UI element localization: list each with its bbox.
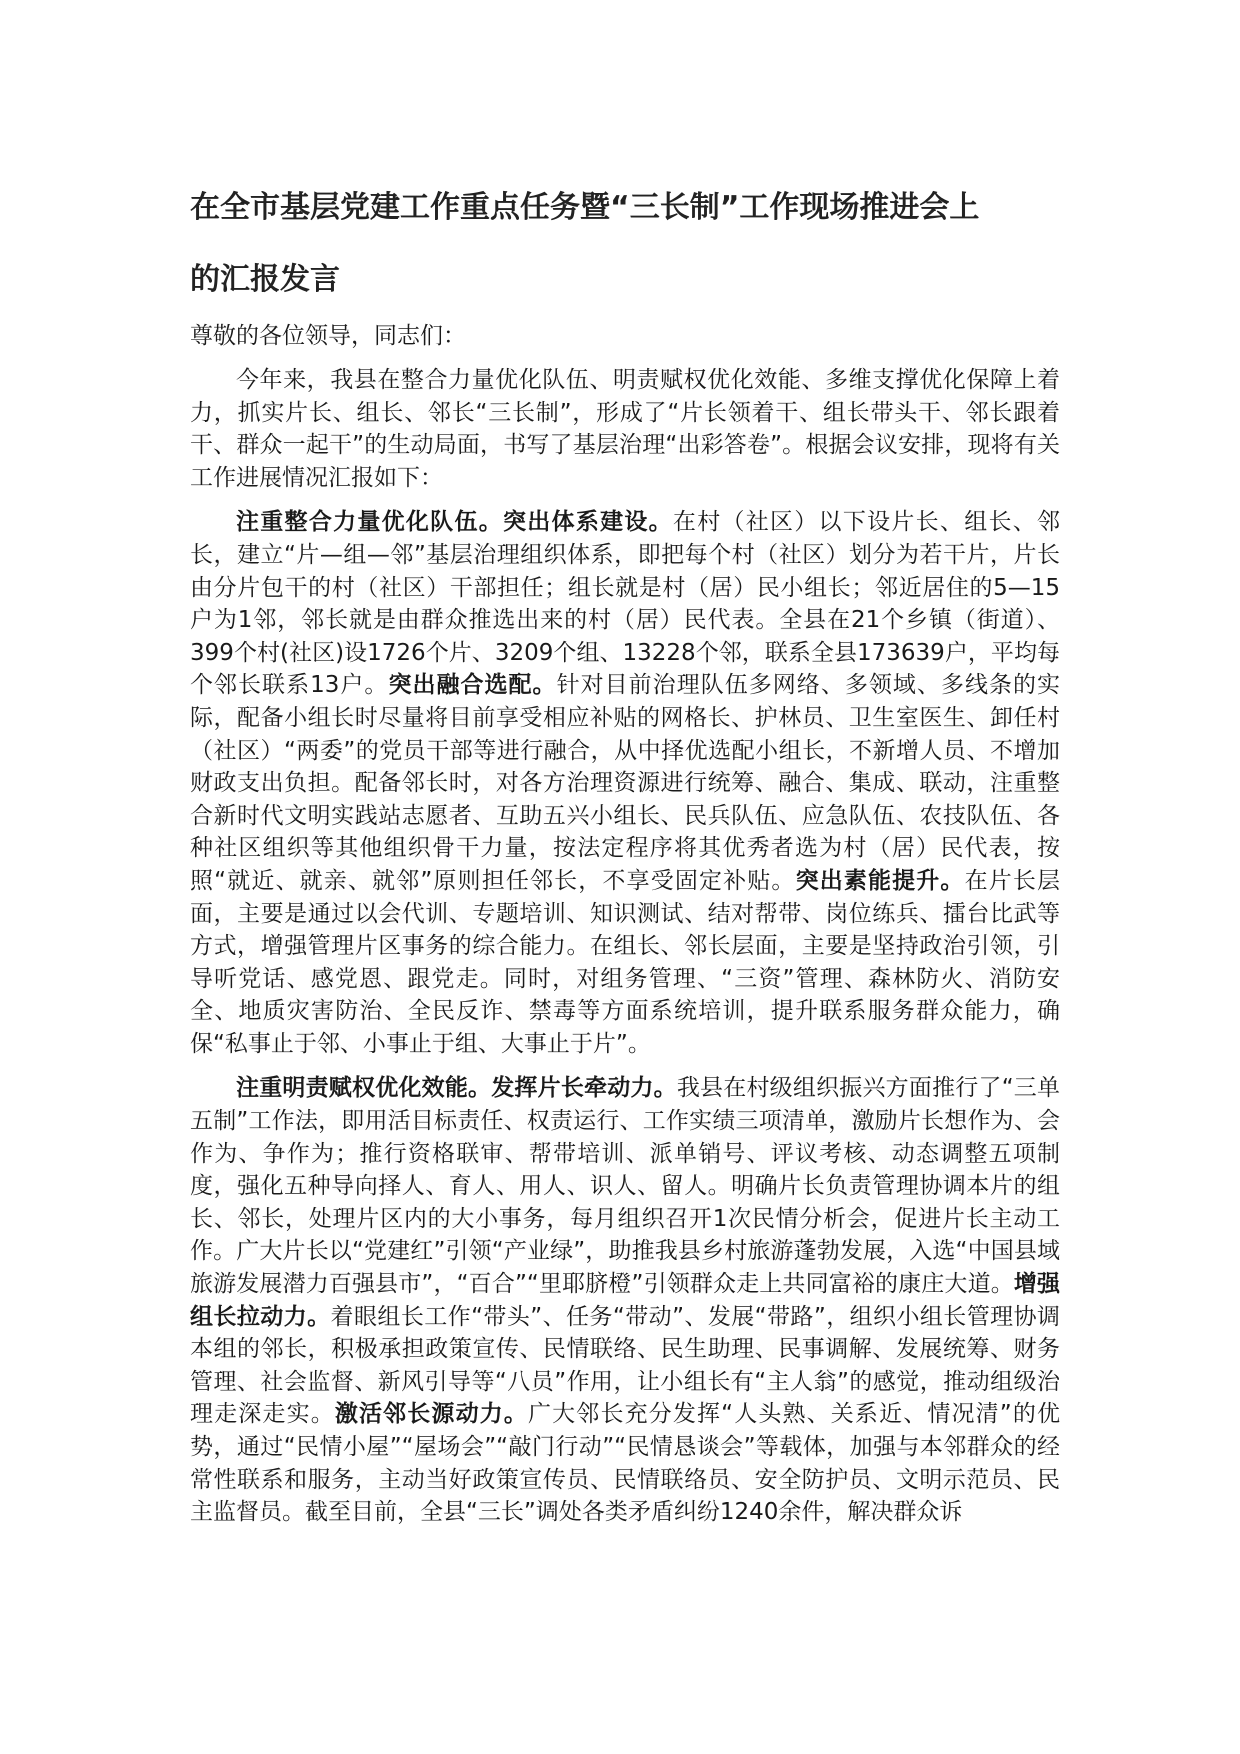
salutation: 尊敬的各位领导，同志们： bbox=[190, 323, 466, 349]
subsection-heading: 突出素能提升。 bbox=[795, 867, 965, 894]
subsection-heading: 发挥片长牵动力。 bbox=[491, 1075, 677, 1102]
document-title bbox=[190, 172, 1060, 316]
title-line-1: 在全市基层党建工作重点任务暨“三长制”工作现场推进会上 bbox=[190, 190, 980, 225]
subsection-heading: 突出体系建设。 bbox=[503, 509, 673, 536]
subsection-heading: 激活邻长源动力。 bbox=[334, 1401, 529, 1428]
paragraph-intro-text: 今年来，我县在整合力量优化队伍、明责赋权优化效能、多维支撑优化保障上着力，抓实片长、组长、邻长“三长制”，形成了“片长领着干、组长带头干、邻长跟着干、群众一起干”的生动局面，书写了基层治理“出彩答卷”。根据会议安排，现将有关工作进展情况汇报如下： bbox=[190, 367, 1060, 491]
subsection-text: 针对目前治理队伍多网络、多领域、多线条的实际，配备小组长时尽量将目前享受相应补贴的网格长、护林员、卫生室医生、卸任村（社区）“两委”的党员干部等进行融合，从中择优选配小组长，不新增人员、不增加财政支出负担。配备邻长时，对各方治理资源进行统筹、融合、集成、联动，注重整合新时代文明实践站志愿者、互助五兴小组长、民兵队伍、应急队伍、农技队伍、各种社区组织等其他组织骨干力量，按法定程序将其优秀者选为村（居）民代表，按照“就近、就亲、就邻”原则担任邻长，不享受固定补贴。 bbox=[190, 672, 1061, 894]
title-line-2: 的汇报发言 bbox=[190, 262, 340, 297]
subsection-text: 在片长层面，主要是通过以会代训、专题培训、知识测试、结对帮带、岗位练兵、擂台比武等方式，增强管理片区事务的综合能力。在组长、邻长层面，主要是坚持政治引领，引导听党话、感党恩、跟党走。同时，对组务管理、“三资”管理、森林防火、消防安全、地质灾害防治、全民反诈、禁毒等方面系统培训，提升联系服务群众能力，确保“私事止于邻、小事止于组、大事止于片”。 bbox=[190, 867, 1061, 1057]
paragraph-efficiency bbox=[190, 1072, 1060, 1528]
document-page bbox=[190, 172, 1060, 1541]
subsection-heading: 突出融合选配。 bbox=[388, 672, 557, 699]
subsection-text: 我县在村级组织振兴方面推行了“三单五制”工作法，即用活目标责任、权责运行、工作实绩三项清单，激励片长想作为、会作为、争作为；推行资格联审、帮带培训、派单销号、评议考核、动态调整五项制度，强化五种导向择人、育人、用人、识人、留人。明确片长负责管理协调本片的组长、邻长，处理片区内的大小事务，每月组织召开1次民情分析会，促进片长主动工作。广大片长以“党建红”引领“产业绿”，助推我县乡村旅游蓬勃发展，入选“中国县域旅游发展潜力百强县市”，“百合”“里耶脐橙”引领群众走上共同富裕的康庄大道。 bbox=[190, 1075, 1061, 1298]
section-lead: 注重明责赋权优化效能。 bbox=[236, 1075, 492, 1102]
subsection-text: 着眼组长工作“带头”、任务“带动”、发展“带路”，组织小组长管理协调本组的邻长，积极承担政策宣传、民情联络、民生助理、民事调解、发展统筹、财务管理、社会监督、新风引导等“八员”作用，让小组长有“主人翁”的感觉，推动组级治理走深走实。 bbox=[190, 1303, 1061, 1428]
subsection-text: 广大邻长充分发挥“人头熟、关系近、情况清”的优势，通过“民情小屋”“屋场会”“敲门行动”“民情恳谈会”等载体，加强与本邻群众的经常性联系和服务，主动当好政策宣传员、民情联络员、安全防护员、文明示范员、民主监督员。截至目前，全县“三长”调处各类矛盾纠纷1240余件，解决群众诉 bbox=[190, 1401, 1060, 1526]
section-lead: 注重整合力量优化队伍。 bbox=[236, 509, 503, 536]
paragraph-team-building bbox=[190, 506, 1060, 1060]
subsection-heading: 增强组长拉动力。 bbox=[190, 1271, 1061, 1330]
subsection-text: 在村（社区）以下设片长、组长、邻长，建立“片—组—邻”基层治理组织体系，即把每个村（社区）划分为若干片，片长由分片包干的村（社区）干部担任；组长就是村（居）民小组长；邻近居住的5—15户为1邻，邻长就是由群众推选出来的村（居）民代表。全县在21个乡镇（街道）、399个村(社区)设1726个片、3209个组、13228个邻，联系全县173639户，平均每个邻长联系13户。 bbox=[190, 509, 1061, 699]
paragraph-intro bbox=[190, 364, 1060, 494]
